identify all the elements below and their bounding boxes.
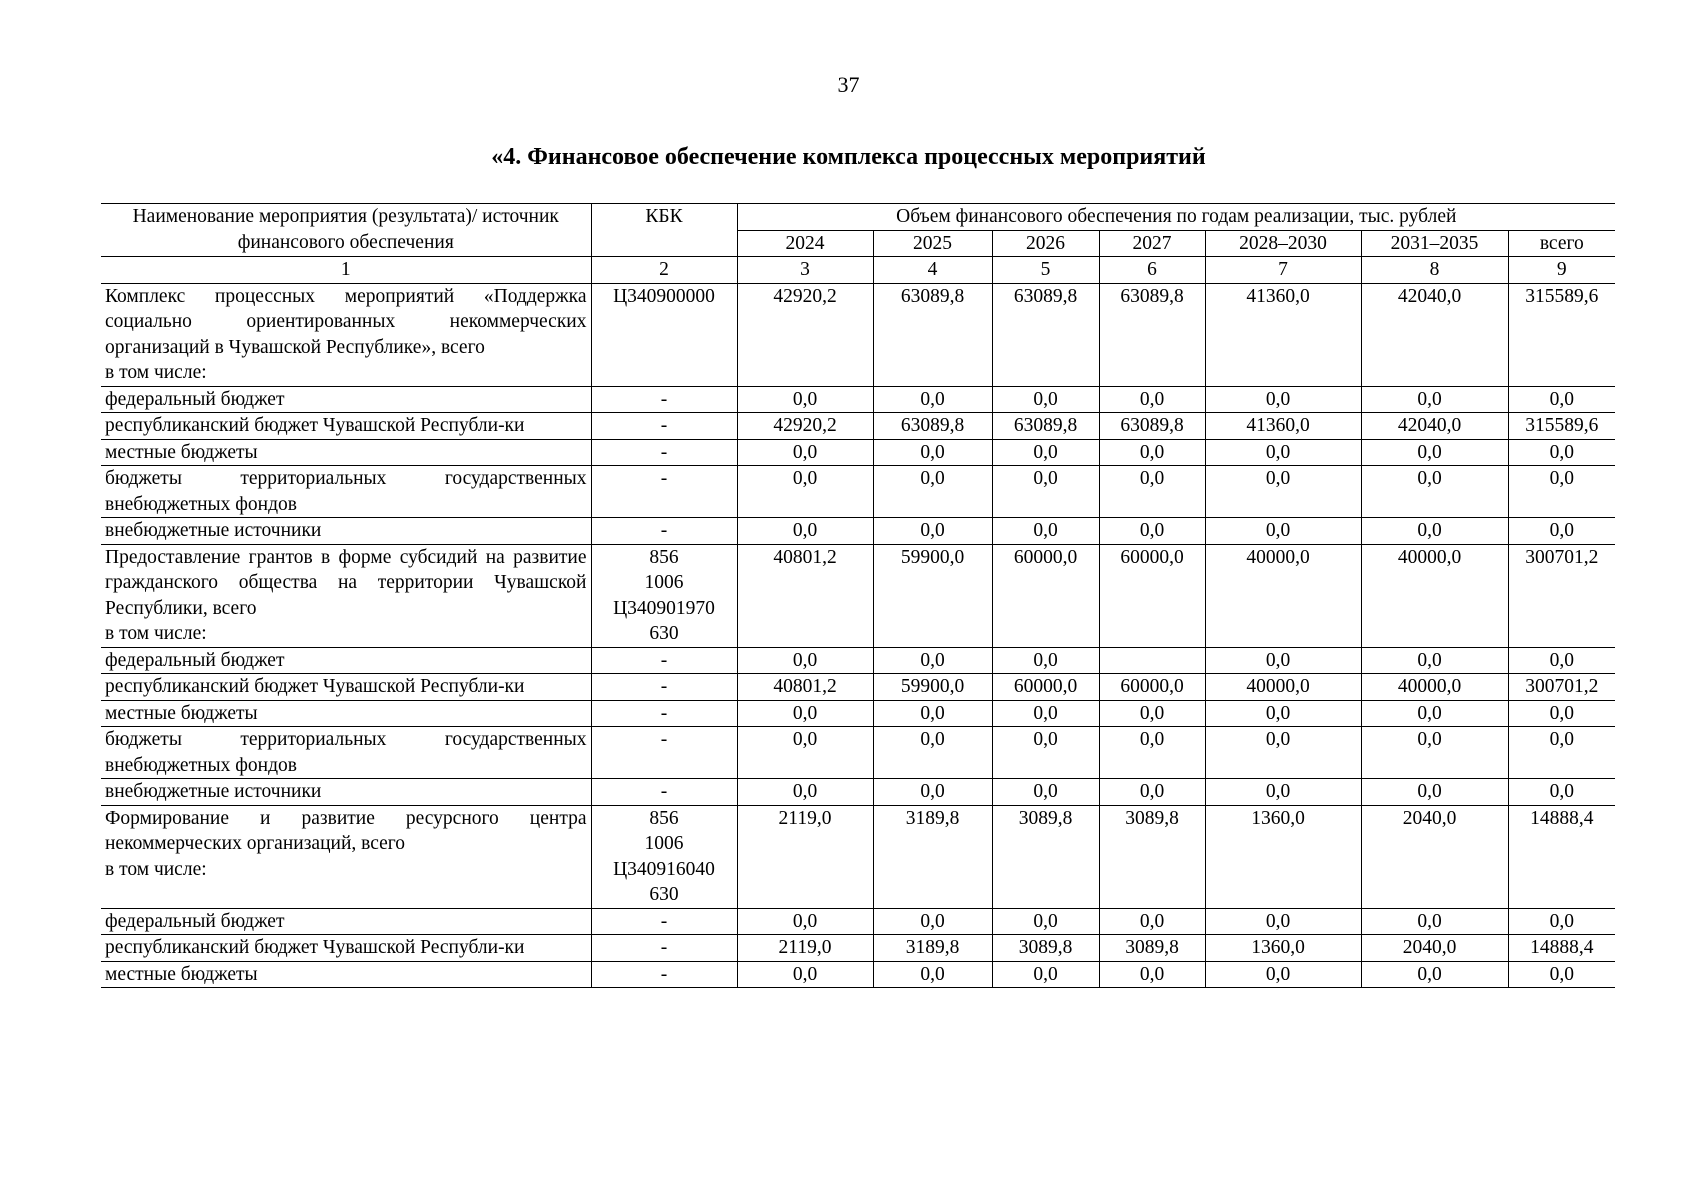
row-value-cell: 63089,8 <box>1099 283 1205 386</box>
row-name-cell <box>101 700 591 727</box>
row-kbk-cell <box>591 466 737 518</box>
row-name: Формирование и развитие ресурсного центра некоммерческих организаций, всего <box>105 807 587 854</box>
row-value-cell: 0,0 <box>1205 518 1361 545</box>
row-value-cell: 0,0 <box>737 908 873 935</box>
page-number: 37 <box>837 72 860 97</box>
row-value-cell: 0,0 <box>1361 727 1508 779</box>
row-name-cell <box>101 413 591 440</box>
kbk-code: Ц340916040 <box>613 858 715 880</box>
row-name-cell <box>101 647 591 674</box>
row-kbk-cell <box>591 283 737 386</box>
row-value-cell: 42920,2 <box>737 283 873 386</box>
row-value-cell: 0,0 <box>1099 908 1205 935</box>
row-kbk-cell <box>591 908 737 935</box>
table-row <box>101 674 1615 701</box>
row-total-cell: 0,0 <box>1508 386 1615 413</box>
kbk-code: - <box>660 520 668 541</box>
row-value-cell: 0,0 <box>1099 386 1205 413</box>
row-value-cell: 0,0 <box>1361 386 1508 413</box>
row-name: федеральный бюджет <box>105 388 285 410</box>
row-value-cell: 0,0 <box>873 779 992 806</box>
row-value-cell: 0,0 <box>1205 647 1361 674</box>
row-value-cell: 3089,8 <box>1099 805 1205 908</box>
row-value-cell: 0,0 <box>737 727 873 779</box>
header-year: 2031–2035 <box>1361 230 1508 257</box>
row-value-cell: 60000,0 <box>1099 674 1205 701</box>
row-value-cell: 0,0 <box>737 779 873 806</box>
row-name-cell <box>101 544 591 647</box>
row-value-cell: 0,0 <box>1205 386 1361 413</box>
column-number: 9 <box>1508 257 1615 284</box>
row-value-cell: 0,0 <box>1099 779 1205 806</box>
row-kbk-cell <box>591 779 737 806</box>
row-name: республиканский бюджет Чувашской Республи-ки <box>105 937 525 958</box>
row-value-cell: 0,0 <box>1361 439 1508 466</box>
row-name: Комплекс процессных мероприятий «Поддержка социально ориентированных некоммерческих организаций в Чувашской Республике», всего <box>105 285 587 358</box>
row-value-cell: 42040,0 <box>1361 283 1508 386</box>
kbk-code: Ц340900000 <box>613 285 715 307</box>
row-name-cell <box>101 518 591 545</box>
table-row <box>101 935 1615 962</box>
header-kbk-column: КБК <box>591 204 737 257</box>
column-number: 8 <box>1361 257 1508 284</box>
row-total-cell: 0,0 <box>1508 439 1615 466</box>
kbk-code: - <box>660 649 668 671</box>
kbk-code: - <box>660 781 668 802</box>
row-total-cell: 315589,6 <box>1508 413 1615 440</box>
row-value-cell: 42040,0 <box>1361 413 1508 440</box>
row-value-cell: 0,0 <box>992 908 1099 935</box>
row-value-cell: 60000,0 <box>992 674 1099 701</box>
kbk-code: 630 <box>649 884 679 905</box>
row-total-cell: 0,0 <box>1508 961 1615 988</box>
row-value-cell: 0,0 <box>1361 700 1508 727</box>
row-name: бюджеты территориальных государственных внебюджетных фондов <box>105 468 587 515</box>
row-kbk-cell <box>591 674 737 701</box>
row-value-cell: 0,0 <box>873 727 992 779</box>
row-value-cell: 0,0 <box>1361 518 1508 545</box>
row-kbk-cell <box>591 544 737 647</box>
row-name: местные бюджеты <box>105 702 258 724</box>
row-value-cell: 0,0 <box>737 439 873 466</box>
table-row <box>101 544 1615 647</box>
column-numbers-row <box>101 257 1615 284</box>
row-value-cell: 3089,8 <box>1099 935 1205 962</box>
row-total-cell: 0,0 <box>1508 518 1615 545</box>
row-value-cell: 0,0 <box>992 647 1099 674</box>
row-value-cell: 0,0 <box>1361 961 1508 988</box>
row-value-cell: 0,0 <box>737 961 873 988</box>
row-value-cell: 0,0 <box>873 908 992 935</box>
header-year: 2025 <box>873 230 992 257</box>
kbk-code: - <box>660 676 668 697</box>
table-row <box>101 413 1615 440</box>
row-value-cell: 0,0 <box>1361 647 1508 674</box>
row-kbk-cell <box>591 647 737 674</box>
row-value-cell <box>1099 647 1205 674</box>
row-value-cell: 1360,0 <box>1205 935 1361 962</box>
kbk-code: - <box>660 468 668 489</box>
row-value-cell: 0,0 <box>1099 961 1205 988</box>
row-name-cell <box>101 386 591 413</box>
row-value-cell: 0,0 <box>1099 439 1205 466</box>
row-name: местные бюджеты <box>105 441 258 463</box>
row-total-cell: 0,0 <box>1508 727 1615 779</box>
row-total-cell: 0,0 <box>1508 647 1615 674</box>
table-row <box>101 283 1615 386</box>
row-total-cell: 0,0 <box>1508 779 1615 806</box>
header-name-column: Наименование мероприятия (результата)/ источник финансового обеспечения <box>101 204 591 257</box>
row-total-cell: 14888,4 <box>1508 935 1615 962</box>
row-total-cell: 300701,2 <box>1508 674 1615 701</box>
row-name: Предоставление грантов в форме субсидий на развитие гражданского общества на территории Чувашской Республики, всего <box>105 546 587 619</box>
kbk-code: - <box>660 910 668 932</box>
row-value-cell: 0,0 <box>873 647 992 674</box>
row-kbk-cell <box>591 700 737 727</box>
row-value-cell: 0,0 <box>992 700 1099 727</box>
row-value-cell: 41360,0 <box>1205 413 1361 440</box>
page-title: «4. Финансовое обеспечение комплекса процессных мероприятий <box>491 144 1206 170</box>
row-value-cell: 59900,0 <box>873 674 992 701</box>
row-value-cell: 2040,0 <box>1361 935 1508 962</box>
kbk-code: - <box>660 441 668 463</box>
table-row <box>101 439 1615 466</box>
row-total-cell: 300701,2 <box>1508 544 1615 647</box>
row-name: республиканский бюджет Чувашской Республи-ки <box>105 415 525 436</box>
row-value-cell: 3189,8 <box>873 805 992 908</box>
row-value-cell: 0,0 <box>1361 908 1508 935</box>
column-number: 3 <box>737 257 873 284</box>
row-value-cell: 2119,0 <box>737 805 873 908</box>
row-value-cell: 0,0 <box>1205 908 1361 935</box>
row-name: внебюджетные источники <box>105 781 322 802</box>
row-name-cell <box>101 283 591 386</box>
row-value-cell: 0,0 <box>737 466 873 518</box>
header-total: всего <box>1508 230 1615 257</box>
table-row <box>101 908 1615 935</box>
header-financing-group: Объем финансового обеспечения по годам реализации, тыс. рублей <box>737 204 1615 231</box>
row-value-cell: 2040,0 <box>1361 805 1508 908</box>
row-value-cell: 2119,0 <box>737 935 873 962</box>
table-row <box>101 727 1615 779</box>
row-value-cell: 0,0 <box>873 439 992 466</box>
row-value-cell: 0,0 <box>992 779 1099 806</box>
row-value-cell: 3089,8 <box>992 805 1099 908</box>
table-row <box>101 518 1615 545</box>
row-name: местные бюджеты <box>105 963 258 985</box>
header-year: 2024 <box>737 230 873 257</box>
row-value-cell: 0,0 <box>1205 439 1361 466</box>
row-value-cell: 40000,0 <box>1361 544 1508 647</box>
row-name: внебюджетные источники <box>105 520 322 541</box>
kbk-code: - <box>660 937 668 958</box>
kbk-code: - <box>660 702 668 724</box>
row-value-cell: 0,0 <box>1361 779 1508 806</box>
row-value-cell: 63089,8 <box>992 283 1099 386</box>
table-row <box>101 805 1615 908</box>
row-value-cell: 60000,0 <box>992 544 1099 647</box>
kbk-code: - <box>660 388 668 410</box>
kbk-code: - <box>660 963 668 985</box>
row-value-cell: 0,0 <box>992 961 1099 988</box>
row-name: федеральный бюджет <box>105 649 285 671</box>
row-name-cell <box>101 961 591 988</box>
row-value-cell: 0,0 <box>1361 466 1508 518</box>
row-value-cell: 0,0 <box>1205 727 1361 779</box>
row-value-cell: 0,0 <box>992 439 1099 466</box>
row-value-cell: 3189,8 <box>873 935 992 962</box>
row-value-cell: 0,0 <box>1099 700 1205 727</box>
table-row <box>101 779 1615 806</box>
row-name: республиканский бюджет Чувашской Республи-ки <box>105 676 525 697</box>
financing-table <box>101 203 1615 988</box>
row-value-cell: 0,0 <box>873 518 992 545</box>
row-value-cell: 0,0 <box>873 961 992 988</box>
row-kbk-cell <box>591 518 737 545</box>
kbk-code: 630 <box>649 623 679 644</box>
row-value-cell: 63089,8 <box>873 413 992 440</box>
row-name-cell <box>101 674 591 701</box>
row-value-cell: 3089,8 <box>992 935 1099 962</box>
row-total-cell: 14888,4 <box>1508 805 1615 908</box>
row-kbk-cell <box>591 386 737 413</box>
row-value-cell: 0,0 <box>1205 700 1361 727</box>
table-row <box>101 961 1615 988</box>
table-row <box>101 700 1615 727</box>
row-name: бюджеты территориальных государственных внебюджетных фондов <box>105 729 587 776</box>
table-body <box>101 283 1615 988</box>
column-number: 2 <box>591 257 737 284</box>
row-name: федеральный бюджет <box>105 910 285 932</box>
column-number: 5 <box>992 257 1099 284</box>
row-value-cell: 0,0 <box>873 700 992 727</box>
row-kbk-cell <box>591 413 737 440</box>
kbk-code: 1006 <box>644 572 684 593</box>
row-value-cell: 0,0 <box>873 466 992 518</box>
row-value-cell: 40000,0 <box>1361 674 1508 701</box>
table-row <box>101 386 1615 413</box>
row-value-cell: 60000,0 <box>1099 544 1205 647</box>
row-total-cell: 0,0 <box>1508 908 1615 935</box>
row-value-cell: 0,0 <box>737 700 873 727</box>
row-value-cell: 63089,8 <box>873 283 992 386</box>
column-number: 7 <box>1205 257 1361 284</box>
row-value-cell: 0,0 <box>737 386 873 413</box>
row-name-cell <box>101 466 591 518</box>
table-header <box>101 204 1615 284</box>
row-name-cell <box>101 935 591 962</box>
row-value-cell: 0,0 <box>1099 518 1205 545</box>
row-total-cell: 0,0 <box>1508 700 1615 727</box>
row-value-cell: 40000,0 <box>1205 544 1361 647</box>
row-total-cell: 0,0 <box>1508 466 1615 518</box>
row-value-cell: 0,0 <box>992 518 1099 545</box>
row-value-cell: 63089,8 <box>1099 413 1205 440</box>
row-value-cell: 0,0 <box>1205 779 1361 806</box>
row-kbk-cell <box>591 935 737 962</box>
row-value-cell: 0,0 <box>992 386 1099 413</box>
row-name-cell <box>101 727 591 779</box>
row-value-cell: 0,0 <box>1205 466 1361 518</box>
column-number: 6 <box>1099 257 1205 284</box>
row-name-cell <box>101 805 591 908</box>
row-value-cell: 0,0 <box>1099 727 1205 779</box>
row-kbk-cell <box>591 961 737 988</box>
row-value-cell: 1360,0 <box>1205 805 1361 908</box>
column-number: 1 <box>101 257 591 284</box>
row-name-cell <box>101 779 591 806</box>
kbk-code: - <box>660 729 668 750</box>
row-value-cell: 40000,0 <box>1205 674 1361 701</box>
row-value-cell: 41360,0 <box>1205 283 1361 386</box>
row-value-cell: 63089,8 <box>992 413 1099 440</box>
row-value-cell: 0,0 <box>873 386 992 413</box>
row-value-cell: 59900,0 <box>873 544 992 647</box>
row-kbk-cell <box>591 439 737 466</box>
row-total-cell: 315589,6 <box>1508 283 1615 386</box>
row-subtitle: в том числе: <box>105 362 207 383</box>
row-subtitle: в том числе: <box>105 623 207 644</box>
table-row <box>101 647 1615 674</box>
row-kbk-cell <box>591 727 737 779</box>
row-value-cell: 0,0 <box>1099 466 1205 518</box>
row-value-cell: 0,0 <box>992 727 1099 779</box>
row-value-cell: 40801,2 <box>737 674 873 701</box>
header-year: 2026 <box>992 230 1099 257</box>
row-value-cell: 0,0 <box>737 647 873 674</box>
row-kbk-cell <box>591 805 737 908</box>
kbk-code: Ц340901970 <box>613 597 715 619</box>
row-value-cell: 0,0 <box>737 518 873 545</box>
kbk-code: 1006 <box>644 833 684 854</box>
kbk-code: - <box>660 415 668 436</box>
row-value-cell: 42920,2 <box>737 413 873 440</box>
column-number: 4 <box>873 257 992 284</box>
row-name-cell <box>101 908 591 935</box>
row-value-cell: 40801,2 <box>737 544 873 647</box>
row-value-cell: 0,0 <box>1205 961 1361 988</box>
kbk-code: 856 <box>649 807 679 829</box>
header-year: 2028–2030 <box>1205 230 1361 257</box>
row-subtitle: в том числе: <box>105 858 207 880</box>
table-row <box>101 466 1615 518</box>
kbk-code: 856 <box>649 546 679 568</box>
header-year: 2027 <box>1099 230 1205 257</box>
row-value-cell: 0,0 <box>992 466 1099 518</box>
row-name-cell <box>101 439 591 466</box>
